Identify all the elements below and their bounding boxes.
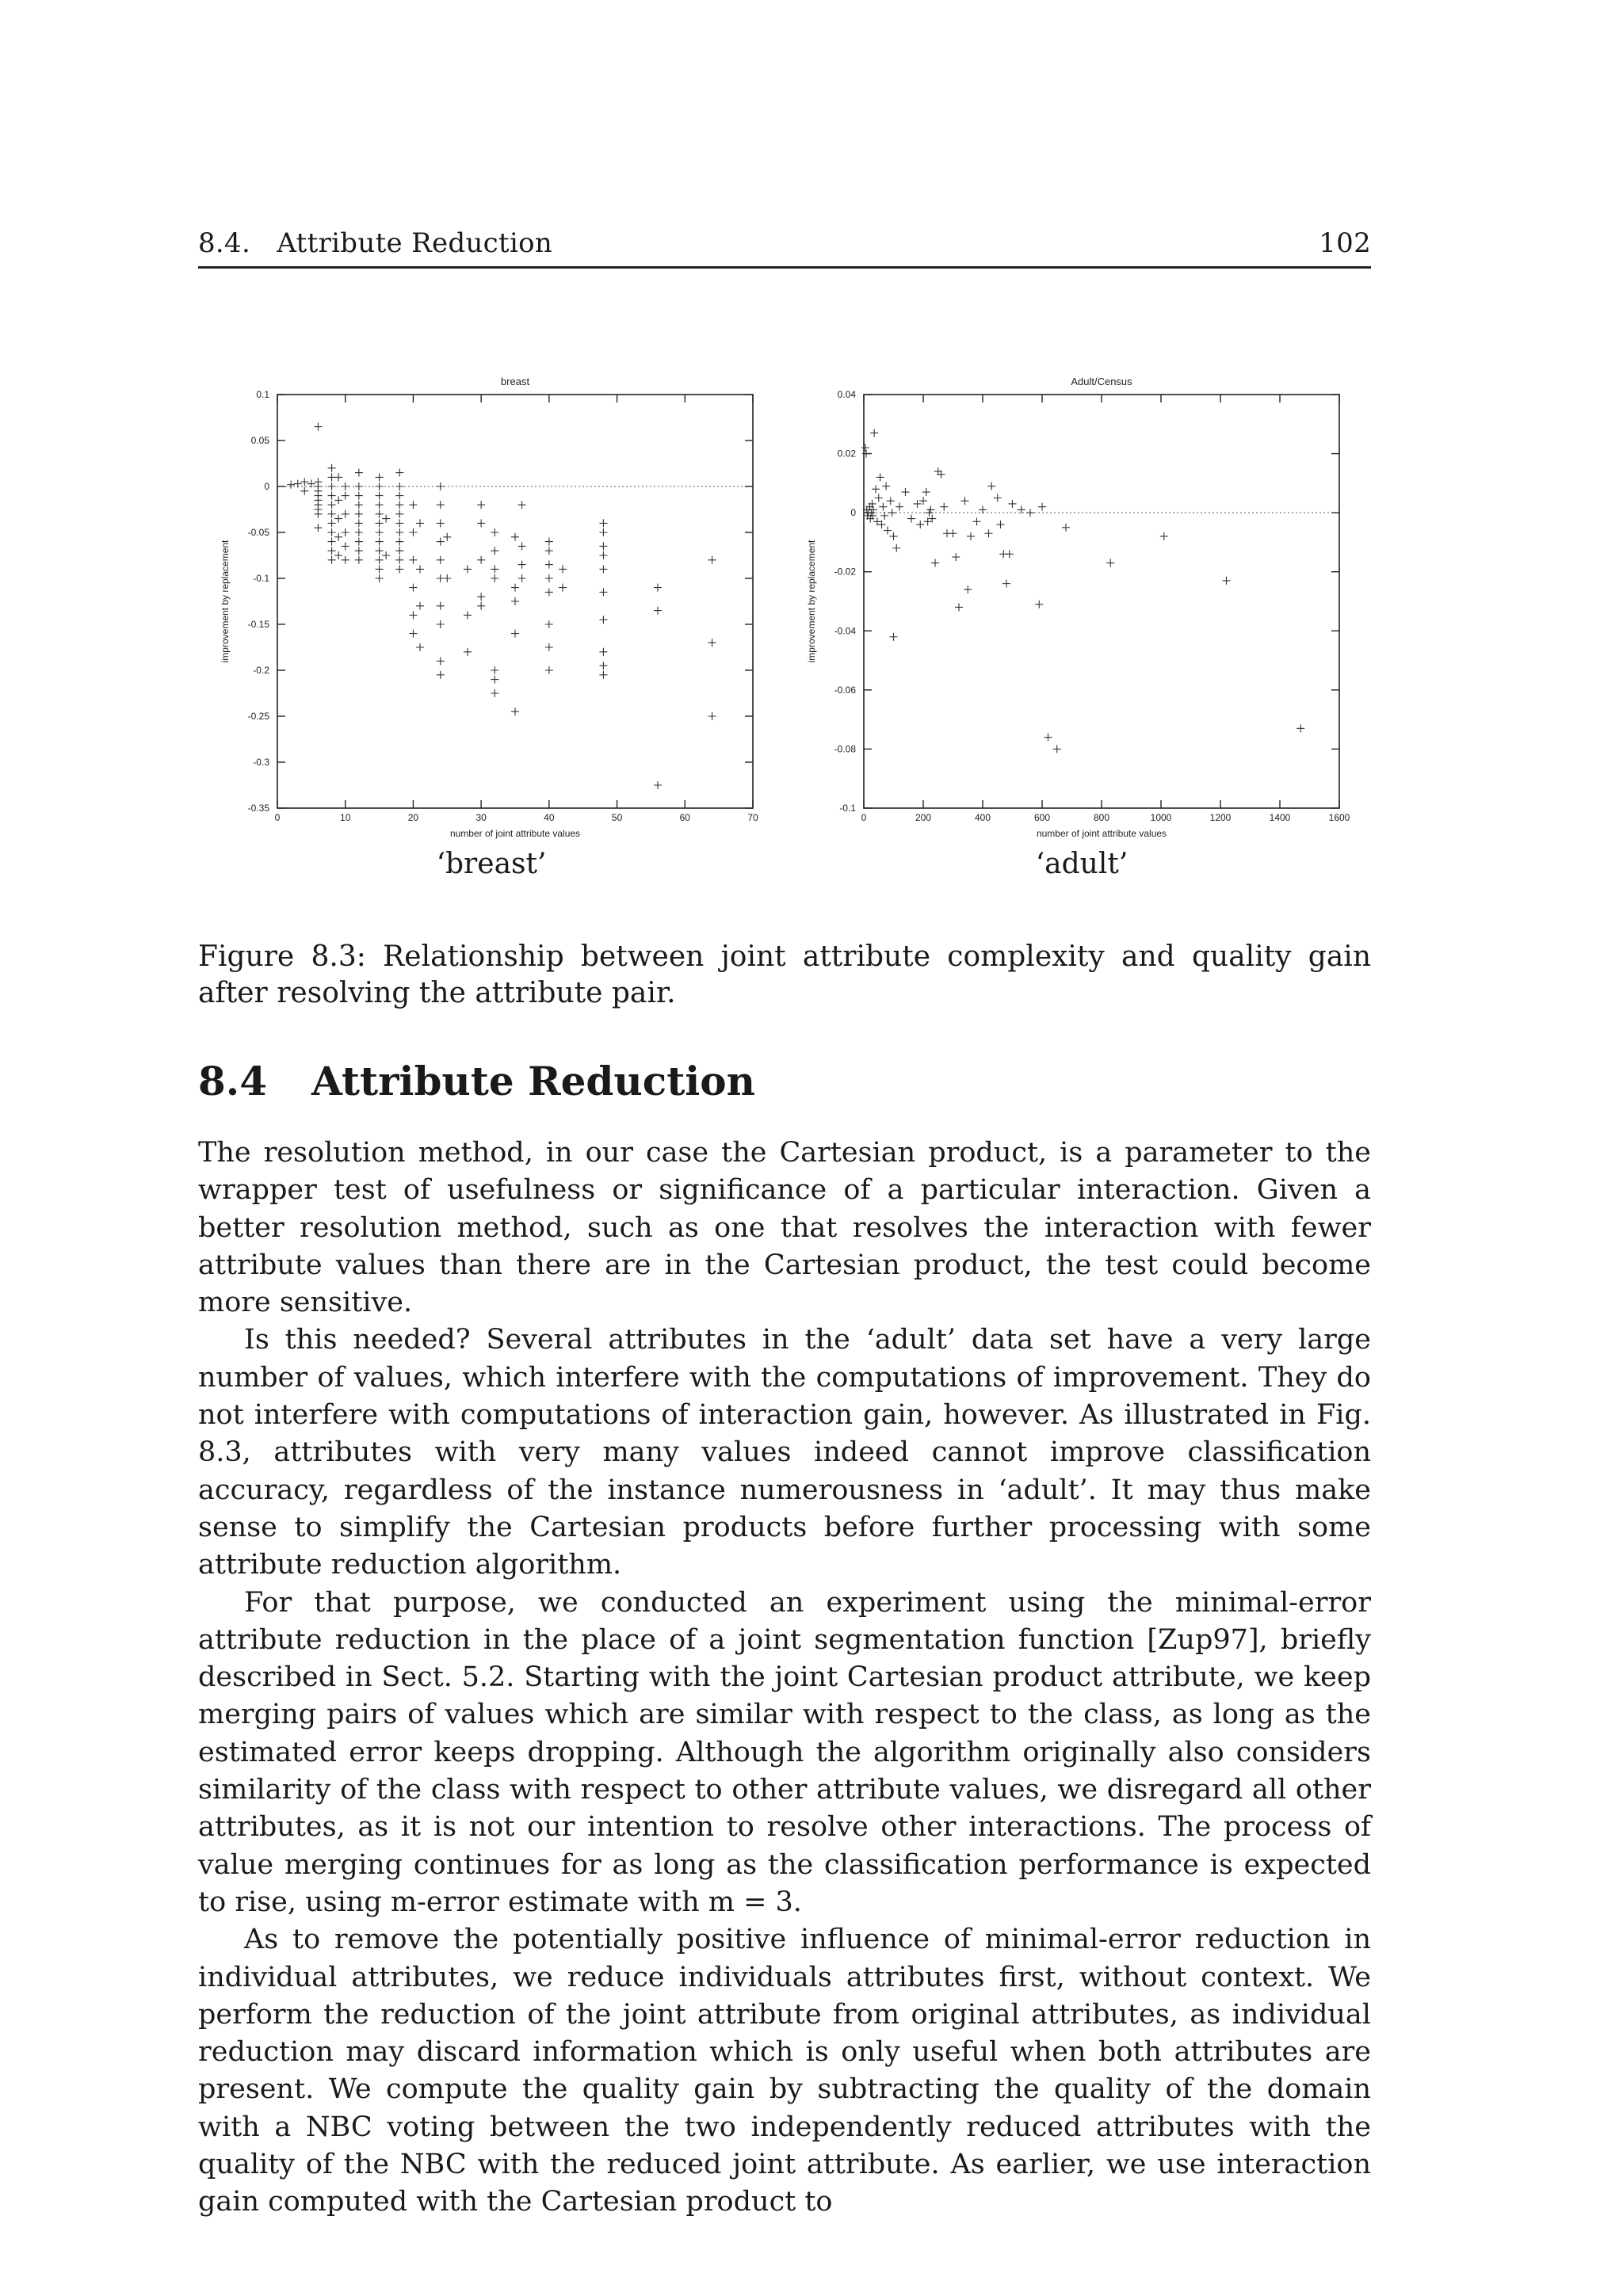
data-point: [559, 565, 567, 573]
section-number: 8.4: [198, 1058, 267, 1104]
data-point: [477, 602, 485, 610]
data-point: [437, 671, 445, 679]
data-point: [464, 648, 472, 656]
data-point: [1044, 734, 1052, 742]
data-point: [879, 503, 887, 511]
data-point: [1009, 500, 1017, 508]
chart-breast: [214, 364, 769, 840]
data-point: [997, 521, 1005, 528]
data-point: [395, 492, 403, 500]
data-point: [355, 519, 363, 527]
data-point: [376, 547, 384, 555]
data-point: [491, 565, 498, 573]
data-point: [382, 515, 390, 523]
data-point: [518, 574, 526, 582]
data-point: [355, 547, 363, 555]
data-point: [545, 547, 553, 555]
y-tick-label: -0.3: [253, 757, 269, 768]
data-point: [334, 496, 342, 504]
data-point: [376, 519, 384, 527]
data-point: [437, 620, 445, 628]
data-point: [1062, 524, 1070, 532]
data-point: [545, 574, 553, 582]
chart-adult-svg: [800, 364, 1355, 840]
data-point: [300, 478, 308, 486]
x-tick-label: 1000: [1150, 812, 1172, 823]
data-point: [1026, 509, 1034, 517]
data-point: [1035, 601, 1043, 608]
x-tick-label: 0: [861, 812, 867, 823]
data-point: [395, 565, 403, 573]
data-point: [464, 611, 472, 619]
data-point: [477, 593, 485, 601]
data-point: [416, 643, 424, 651]
data-point: [545, 588, 553, 596]
section-title: Attribute Reduction: [311, 1058, 755, 1104]
y-tick-label: -0.05: [247, 527, 269, 538]
data-point: [511, 630, 519, 638]
x-tick-label: 20: [407, 812, 419, 823]
data-point: [940, 503, 948, 511]
data-point: [342, 556, 349, 564]
data-point: [964, 585, 972, 593]
data-point: [1006, 550, 1014, 558]
chart-adult: [800, 364, 1355, 840]
data-point: [342, 510, 349, 518]
data-point: [355, 556, 363, 564]
data-point: [464, 565, 472, 573]
data-point: [887, 497, 895, 505]
data-point: [355, 510, 363, 518]
data-point: [1296, 724, 1304, 732]
data-point: [395, 510, 403, 518]
data-point: [1053, 745, 1061, 753]
section-heading: [198, 1058, 1371, 1104]
data-point: [376, 556, 384, 564]
y-tick-label: 0: [264, 481, 269, 492]
data-point: [884, 527, 892, 535]
data-point: [1160, 532, 1168, 540]
data-point: [882, 482, 890, 490]
data-point: [559, 584, 567, 592]
x-tick-label: 30: [475, 812, 487, 823]
data-point: [342, 492, 349, 500]
data-point: [416, 602, 424, 610]
data-point: [491, 676, 498, 684]
data-point: [511, 707, 519, 715]
data-point: [896, 503, 903, 511]
data-point: [409, 611, 417, 619]
chart-breast-svg: [214, 364, 769, 840]
chart-title: Adult/Census: [1071, 376, 1132, 387]
x-tick-label: 1400: [1269, 812, 1291, 823]
y-tick-label: 0.05: [250, 435, 269, 446]
data-point: [328, 501, 336, 509]
data-point: [328, 547, 336, 555]
data-point: [491, 547, 498, 555]
data-point: [511, 533, 519, 541]
y-tick-label: -0.35: [247, 803, 269, 814]
data-point: [477, 556, 485, 564]
y-axis-label: improvement by replacement: [806, 540, 817, 663]
data-point: [1223, 577, 1231, 585]
data-point: [967, 532, 975, 540]
data-point: [376, 473, 384, 481]
data-point: [314, 510, 322, 518]
y-tick-label: -0.08: [834, 743, 856, 755]
data-point: [511, 597, 519, 605]
data-point: [328, 464, 336, 472]
data-point: [376, 565, 384, 573]
data-point: [654, 584, 662, 592]
data-point: [416, 519, 424, 527]
paragraph: Is this needed? Several attributes in the ‘adult’ data set have a very large number of values, which interfere with the computations of improvement. They do not interfere with computations of interaction gain, however. As illustrated in Fig. 8.3, attributes with very many values indeed cannot improve classification accuracy, regardless of the instance numerousness in ‘adult’. It may thus make sense to simplify the Cartesian products before further processing with some attribute reduction algorithm.: [198, 1324, 1371, 1581]
paragraph: As to remove the potentially positive influence of minimal-error reduction in individual attributes, we reduce individuals attributes first, without context. We perform the reduction of the joint attribute from original attributes, as individual reduction may discard information which is only useful when both attributes are present. We compute the quality gain by subtracting the quality of the domain with a NBC voting between the two independently reduced attributes with the quality of the NBC with the reduced joint attribute. As earlier, we use interaction gain computed with the Cartesian product to: [198, 1924, 1371, 2218]
data-point: [437, 519, 445, 527]
data-point: [328, 556, 336, 564]
x-tick-label: 40: [544, 812, 555, 823]
y-tick-label: -0.04: [834, 625, 856, 637]
data-point: [355, 492, 363, 500]
data-point: [342, 542, 349, 550]
data-point: [376, 574, 384, 582]
data-point: [376, 492, 384, 500]
data-point: [334, 551, 342, 559]
header-section: 8.4. Attribute Reduction: [198, 227, 553, 259]
header-page-number: 102: [1319, 227, 1371, 259]
figure-caption: Figure 8.3: Relationship between joint attribute complexity and quality gain after resolving the attribute pair.: [198, 940, 1371, 1009]
data-point: [876, 473, 884, 481]
data-point: [376, 528, 384, 536]
x-tick-label: 0: [274, 812, 281, 823]
data-point: [477, 519, 485, 527]
data-point: [342, 482, 349, 490]
y-axis-label: improvement by replacement: [220, 540, 231, 663]
data-point: [892, 544, 900, 552]
x-tick-label: 50: [611, 812, 623, 823]
data-point: [599, 662, 607, 669]
y-tick-label: -0.02: [834, 566, 856, 578]
data-point: [545, 666, 553, 674]
data-point: [437, 538, 445, 546]
data-point: [961, 497, 969, 505]
data-point: [314, 524, 322, 532]
data-point: [599, 565, 607, 573]
data-point: [872, 485, 880, 493]
y-tick-label: 0.1: [256, 389, 269, 400]
data-point: [916, 521, 924, 528]
data-point: [545, 538, 553, 546]
data-point: [328, 510, 336, 518]
data-point: [328, 473, 336, 481]
data-point: [416, 565, 424, 573]
data-point: [994, 494, 1002, 502]
data-point: [437, 574, 445, 582]
y-tick-label: -0.1: [253, 573, 269, 584]
data-point: [437, 482, 445, 490]
data-point: [443, 533, 451, 541]
data-point: [334, 473, 342, 481]
data-point: [294, 480, 302, 488]
data-point: [949, 529, 957, 537]
y-tick-label: 0: [850, 507, 856, 519]
data-point: [355, 501, 363, 509]
data-point: [922, 488, 930, 496]
data-point: [511, 584, 519, 592]
data-point: [599, 542, 607, 550]
data-point: [443, 574, 451, 582]
x-tick-label: 800: [1093, 812, 1110, 823]
data-point: [328, 492, 336, 500]
data-point: [437, 602, 445, 610]
data-point: [907, 515, 915, 523]
data-point: [395, 469, 403, 477]
y-tick-label: -0.15: [247, 619, 269, 630]
data-point: [518, 501, 526, 509]
data-point: [902, 488, 910, 496]
data-point: [355, 482, 363, 490]
y-tick-label: -0.1: [839, 803, 856, 814]
data-point: [973, 517, 981, 525]
data-point: [861, 444, 869, 452]
x-tick-label: 1600: [1328, 812, 1350, 823]
data-point: [599, 671, 607, 679]
data-point: [518, 542, 526, 550]
data-point: [409, 630, 417, 638]
data-point: [599, 588, 607, 596]
data-point: [985, 529, 993, 537]
x-tick-label: 400: [974, 812, 991, 823]
data-point: [1038, 503, 1046, 511]
data-point: [300, 487, 308, 495]
data-point: [376, 501, 384, 509]
data-point: [708, 556, 716, 564]
data-point: [437, 556, 445, 564]
data-point: [328, 482, 336, 490]
y-tick-label: -0.25: [247, 711, 269, 722]
data-point: [708, 712, 716, 720]
data-point: [355, 528, 363, 536]
data-point: [355, 469, 363, 477]
x-tick-label: 10: [340, 812, 351, 823]
data-point: [409, 501, 417, 509]
x-tick-label: 60: [679, 812, 690, 823]
x-tick-label: 1200: [1209, 812, 1232, 823]
x-tick-label: 600: [1033, 812, 1051, 823]
data-point: [437, 501, 445, 509]
data-point: [518, 561, 526, 569]
data-point: [491, 528, 498, 536]
y-tick-label: 0.04: [837, 389, 856, 400]
y-tick-label: -0.06: [834, 684, 856, 696]
subcaption-adult: ‘adult’: [1035, 848, 1128, 880]
subcaption-breast: ‘breast’: [436, 848, 547, 880]
x-tick-label: 70: [747, 812, 758, 823]
data-point: [875, 494, 883, 502]
data-point: [545, 561, 553, 569]
data-point: [395, 547, 403, 555]
data-point: [395, 501, 403, 509]
data-point: [599, 519, 607, 527]
data-point: [355, 538, 363, 546]
data-point: [599, 648, 607, 656]
data-point: [880, 512, 888, 520]
data-point: [599, 551, 607, 559]
data-point: [395, 528, 403, 536]
data-point: [342, 528, 349, 536]
data-point: [334, 515, 342, 523]
data-point: [334, 533, 342, 541]
data-point: [987, 482, 995, 490]
data-point: [599, 616, 607, 624]
data-point: [654, 781, 662, 789]
data-point: [437, 657, 445, 665]
data-point: [890, 633, 898, 641]
data-point: [545, 620, 553, 628]
data-point: [376, 510, 384, 518]
data-point: [477, 501, 485, 509]
paragraph: The resolution method, in our case the Cartesian product, is a parameter to the wrapper test of usefulness or significance of a particular interaction. Given a better resolution method, such as one that resolves the interaction with fewer attribute values than there are in the Cartesian product, the test could become more sensitive.: [198, 1137, 1371, 1319]
x-tick-label: 200: [915, 812, 932, 823]
data-point: [382, 551, 390, 559]
data-point: [888, 509, 896, 517]
plot-frame: [864, 395, 1339, 808]
data-point: [1002, 580, 1010, 588]
data-point: [409, 528, 417, 536]
data-point: [654, 607, 662, 615]
data-point: [328, 538, 336, 546]
data-point: [491, 689, 498, 697]
data-point: [395, 519, 403, 527]
data-point: [955, 603, 963, 611]
running-header: [198, 227, 1371, 259]
data-point: [409, 556, 417, 564]
data-point: [491, 666, 498, 674]
y-tick-label: 0.02: [837, 448, 856, 460]
body-text: [198, 1135, 1371, 2222]
data-point: [931, 559, 939, 567]
data-point: [1106, 559, 1114, 567]
data-point: [545, 643, 553, 651]
chart-title: breast: [500, 376, 530, 387]
data-point: [409, 584, 417, 592]
y-tick-label: -0.2: [253, 665, 269, 676]
x-axis-label: number of joint attribute values: [1036, 828, 1167, 839]
data-point: [328, 528, 336, 536]
data-point: [395, 538, 403, 546]
data-point: [890, 532, 898, 540]
data-point: [395, 482, 403, 490]
data-point: [870, 429, 878, 437]
data-point: [376, 482, 384, 490]
x-axis-label: number of joint attribute values: [449, 828, 581, 839]
header-rule: [198, 266, 1371, 269]
data-point: [376, 538, 384, 546]
data-point: [395, 556, 403, 564]
data-point: [952, 553, 960, 561]
data-point: [599, 528, 607, 536]
paragraph: For that purpose, we conducted an experiment using the minimal-error attribute reduction in the place of a joint segmentation function [Zup97], briefly described in Sect. 5.2. Starting with the joint Cartesian product attribute, we keep merging pairs of values which are similar with respect to the class, as long as the estimated error keeps dropping. Although the algorithm originally also considers similarity of the class with respect to other attribute values, we disregard all other attributes, as it is not our intention to resolve other interactions. The process of value merging continues for as long as the classification performance is expected to rise, using m-error estimate with m = 3.: [198, 1586, 1371, 1918]
data-point: [287, 481, 295, 489]
data-point: [708, 639, 716, 646]
data-point: [491, 574, 498, 582]
data-point: [328, 519, 336, 527]
data-point: [314, 423, 322, 431]
